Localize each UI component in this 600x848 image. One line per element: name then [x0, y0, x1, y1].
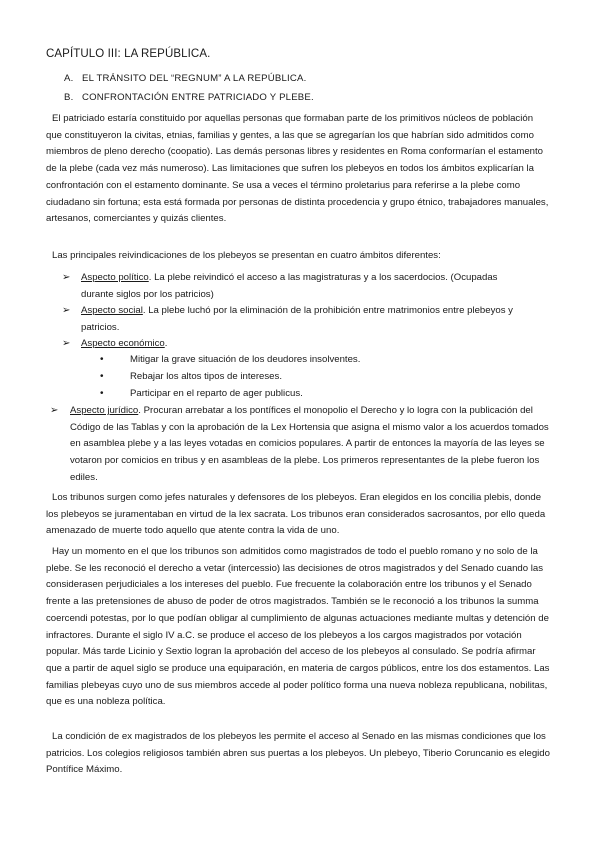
aspect-economico [62, 336, 532, 353]
section-a-label: A. [64, 73, 74, 84]
dot-bullet-icon: • [100, 388, 104, 399]
claims-intro: Las principales reivindicaciones de los plebeyos se presentan en cuatro ámbitos diferentes: [52, 250, 441, 261]
arrow-bullet-icon: ➢ [62, 338, 71, 349]
dot-bullet-icon: • [100, 354, 104, 365]
magistrates-paragraph: Hay un momento en el que los tribunos son admitidos como magistrados de todo el pueblo romano y no solo de la plebe. Se les reconoció el derecho a vetar (intercessio) las decisiones de otros magistrados y del Senado cuando las considerasen perjudiciales a los intereses del pueblo. Fue frecuente la colaboración entre los tribunos y el Senado frente a las pretensiones de abuso de poder de otros magistrados. También se le reconoció a los tribunos la summa coercendi potestas, por lo que podían obligar al cumplimiento de algunas actuaciones mediante multas y detención de infractores. Durante el siglo IV a.C. se produce el acceso de los plebeyos a los cargos magistrados por votación popular. Más tarde Licinio y Sextio logran la aprobación del acceso de los plebeyos al consulado. Se podría afirmar que a partir de aquel siglo se produce una equiparación, en materia de cargos públicos, entre los dos estamentos. Las familias plebeyas cuyo uno de sus miembros accede al poder político forma una nueva nobleza republicana, nobilitas, que es una nobleza política. [46, 546, 550, 708]
aspect-social-text: . La plebe luchó por la eliminación de la prohibición entre matrimonios entre plebeyos y patricios. [81, 305, 513, 333]
arrow-bullet-icon: ➢ [50, 405, 59, 416]
intro-paragraph: El patriciado estaría constituido por aquellas personas que formaban parte de los primitivos núcleos de población que constituyeron la civitas, etnias, familias y gentes, a las que se agregarían los que habrían sido admitidos como miembros de pleno derecho (coopatio). Las demás personas libres y residentes en Roma conformarían el estamento de la plebe (cada vez más numeroso). Las limitaciones que sufren los plebeyos en todos los ámbitos explicarían la confrontación con el estamento dominante. Se usa a veces el término proletarius para referirse a la plebe como ciudadano sin fortuna; esta está formada por personas de distinta procedencia y grupo étnico, trabajadores manuales, artesanos, comerciantes y quizás clientes. [46, 113, 549, 225]
economico-item-2: Rebajar los altos tipos de intereses. [130, 371, 282, 382]
section-b-text: CONFRONTACIÓN ENTRE PATRICIADO Y PLEBE. [82, 92, 314, 103]
aspect-economico-text: . [164, 338, 168, 349]
arrow-bullet-icon: ➢ [62, 305, 71, 316]
section-b-label: B. [64, 92, 74, 103]
condition-paragraph: La condición de ex magistrados de los plebeyos les permite el acceso al Senado en las mismas condiciones que los patricios. Los colegios religiosos también abren sus puertas a los plebeyos. Un plebeyo, Tiberio Coruncanio es elegido Pontífice Máximo. [46, 731, 550, 776]
section-a [64, 73, 306, 84]
aspect-juridico-title: Aspecto jurídico [70, 405, 139, 416]
aspect-juridico [50, 403, 552, 487]
aspect-social [62, 303, 532, 336]
aspect-juridico-text: . Procuran arrebatar a los pontífices el monopolio el Derecho y lo logra con la publicación del Código de las Tablas y con la aprobación de la Lex Hortensia que asigna el mismo valor a los acuerdos tomados en asamblea plebe y a las leyes votadas en comicios populares. A partir de entonces la mayoría de las leyes se votaron por comicios en tribus y en asambleas de la plebe. Los primeros representantes de la plebe fueron los ediles. [70, 405, 549, 483]
aspect-politico-text: . La plebe reivindicó el acceso a las magistraturas y a los sacerdocios. (Ocupadas durante siglos por los patricios) [81, 272, 498, 300]
section-a-text: EL TRÁNSITO DEL “REGNUM” A LA REPÚBLICA. [82, 73, 307, 84]
aspect-politico-title: Aspecto político [81, 272, 149, 283]
economico-item-1: Mitigar la grave situación de los deudores insolventes. [130, 354, 361, 365]
aspect-social-title: Aspecto social [81, 305, 143, 316]
aspect-economico-title: Aspecto económico [81, 338, 165, 349]
section-b [64, 92, 314, 103]
dot-bullet-icon: • [100, 371, 104, 382]
chapter-title: CAPÍTULO III: LA REPÚBLICA. [46, 48, 211, 60]
arrow-bullet-icon: ➢ [62, 272, 71, 283]
aspect-politico [62, 270, 532, 303]
tribunes-paragraph: Los tribunos surgen como jefes naturales y defensores de los plebeyos. Eran elegidos en los concilia plebis, donde los plebeyos se juramentaban en virtud de la lex sacrata. Los tribunos eran considerados sacrosantos, por ello queda amenazado de muerte todo aquello que atente contra la vida de uno. [46, 492, 546, 537]
economico-item-3: Participar en el reparto de ager publicus. [130, 388, 303, 399]
